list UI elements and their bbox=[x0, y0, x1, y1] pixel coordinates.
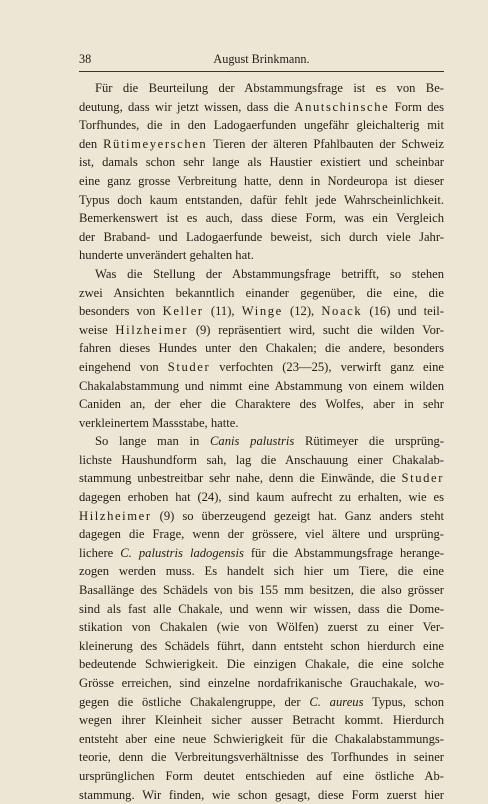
italic-taxon: C. palustris ladogensis bbox=[120, 545, 244, 560]
text-line bbox=[79, 377, 444, 396]
spaced-author-name: Hilzheimer bbox=[115, 322, 189, 337]
text-segment: deutung, dass wir jetzt wissen, dass die bbox=[79, 99, 295, 114]
text-line bbox=[79, 451, 444, 470]
text-segment: stikation von Chakalen (wie von Wölfen) zuerst zu einer Ver- bbox=[79, 620, 444, 635]
text-segment: stammung. Wir finden, wie schon gesagt, diese Form zuerst hier bbox=[79, 787, 444, 802]
body-text bbox=[79, 79, 444, 804]
text-segment: der Braband- und Ladogaerfunde beweist, sich durch viele Jahr- bbox=[79, 229, 444, 244]
text-segment: stammung unbestreitbar sehr nahe, denn die Einwände, die bbox=[79, 471, 402, 486]
text-segment: (16) und teil- bbox=[362, 304, 444, 319]
italic-taxon: Canis palustris bbox=[210, 434, 295, 449]
text-segment: sind als fast alle Chakale, und wenn wir wissen, dass die Dome- bbox=[79, 601, 444, 616]
spaced-author-name: Anutschinsche bbox=[294, 99, 390, 114]
text-line bbox=[79, 246, 444, 265]
text-segment: Typus doch kaum entstanden, dafür fehlt jede Wahrscheinlichkeit. bbox=[79, 192, 444, 207]
spaced-author-name: Keller bbox=[162, 304, 204, 319]
text-segment: eine ganz grosse Verbreitung hatte, denn in Nordeuropa ist dieser bbox=[79, 173, 444, 188]
text-segment: lichere bbox=[79, 545, 121, 560]
text-segment: Für die Beurteilung der Abstammungsfrage ist es von Be- bbox=[95, 81, 444, 95]
text-line bbox=[79, 655, 444, 674]
text-line bbox=[79, 507, 444, 526]
text-line bbox=[79, 135, 444, 154]
text-segment: kleinerung des Schädels führt, dann entsteht schon hierdurch eine bbox=[79, 638, 444, 653]
text-segment: wegen ihrer Kleinheit sicher ausser Betracht kommt. Hierdurch bbox=[79, 713, 444, 728]
text-line bbox=[79, 228, 444, 247]
text-line bbox=[79, 711, 444, 730]
text-line bbox=[79, 581, 444, 600]
text-segment: Basallänge des Schädels von bis 155 mm besitzen, die also grösser bbox=[79, 583, 444, 598]
text-line bbox=[79, 786, 444, 804]
text-segment: lichste Haushundform sah, lag die Anschauung einer Chakalab- bbox=[79, 452, 444, 467]
text-segment: gegen die östliche Chakalengruppe, der bbox=[79, 694, 310, 709]
text-segment: für die Abstammungsfrage herange- bbox=[243, 545, 444, 560]
text-segment: (9) repräsentiert wird, sucht die wilden Vor- bbox=[188, 322, 445, 337]
text-line bbox=[79, 618, 444, 637]
text-segment: Was die Stellung der Abstammungsfrage betrifft, so stehen bbox=[95, 266, 444, 281]
text-segment: Torfhundes, die in den Ladogaerfunden ungefähr gleichalterig mit bbox=[79, 118, 444, 133]
text-segment: Tieren der älteren Pfahlbauten der Schweiz bbox=[207, 136, 444, 151]
text-segment: verkleinertem Massstabe, hatte. bbox=[79, 415, 239, 430]
italic-taxon: C. aureus bbox=[309, 694, 364, 709]
text-line bbox=[79, 525, 444, 544]
text-line bbox=[79, 265, 444, 284]
text-segment: zogen werden muss. Es handelt sich hier um Tiere, die eine bbox=[79, 564, 444, 579]
text-segment: fahren dieses Hundes unter den Chakalen; die andere, besonders bbox=[79, 341, 444, 356]
text-line bbox=[79, 98, 444, 117]
text-segment: Typus, schon bbox=[363, 694, 444, 709]
page-number: 38 bbox=[79, 52, 92, 66]
text-segment: Bemerkenswert ist es auch, dass diese Form, was ein Vergleich bbox=[79, 211, 444, 226]
text-line bbox=[79, 153, 444, 172]
text-segment: zwei Ansichten bekanntlich einander gegenüber, die eine, die bbox=[79, 285, 444, 300]
text-line bbox=[79, 767, 444, 786]
text-line bbox=[79, 562, 444, 581]
text-line bbox=[79, 544, 444, 563]
text-line bbox=[79, 674, 444, 693]
text-segment: (9) so überzeugend gezeigt hat. Ganz anders steht bbox=[151, 508, 444, 523]
text-line bbox=[79, 339, 444, 358]
text-line bbox=[79, 469, 444, 488]
text-segment: den bbox=[79, 136, 104, 151]
text-segment: dagegen die Frage, wenn der grössere, viel ältere und ursprüng- bbox=[79, 527, 444, 542]
text-line bbox=[79, 693, 444, 712]
text-line bbox=[79, 600, 444, 619]
spaced-author-name: Winge bbox=[241, 304, 283, 319]
text-segment: verfochten (23—25), verwirft ganz eine bbox=[210, 359, 444, 374]
text-segment: Chakalabstammung und nimmt eine Abstammung von einem wilden bbox=[79, 378, 444, 393]
spaced-author-name: Studer bbox=[401, 471, 444, 486]
text-line bbox=[79, 637, 444, 656]
text-segment: (12), bbox=[282, 304, 322, 319]
header-rule bbox=[79, 71, 444, 72]
text-segment: Form des bbox=[389, 99, 444, 114]
text-segment: Rütimeyer die ursprüng- bbox=[294, 434, 444, 449]
text-segment: Grösse erreichen, sind einzelne nordafrikanische Grauchakale, wo- bbox=[79, 676, 444, 690]
text-segment: teorie, denn die Verbreitungsverhältnisse des Torfhundes in seiner bbox=[79, 750, 444, 765]
text-line bbox=[79, 172, 444, 191]
text-line bbox=[79, 79, 444, 98]
text-segment: hunderte unverändert gehalten hat. bbox=[79, 248, 254, 263]
text-segment: ist, damals schon sehr lange als Haustier existiert und scheinbar bbox=[79, 155, 444, 170]
text-segment: Caniden an, der eher die Charaktere des Wolfes, aber in sehr bbox=[79, 397, 444, 412]
text-line bbox=[79, 432, 444, 451]
text-line bbox=[79, 191, 444, 210]
text-line bbox=[79, 730, 444, 749]
running-head: August Brinkmann. bbox=[213, 52, 310, 66]
text-line bbox=[79, 302, 444, 321]
text-line bbox=[79, 284, 444, 303]
spaced-author-name: Noack bbox=[321, 304, 363, 319]
spaced-author-name: Rütimeyerschen bbox=[103, 136, 208, 151]
text-segment: (11), bbox=[203, 304, 242, 319]
text-line bbox=[79, 209, 444, 228]
spaced-author-name: Studer bbox=[167, 359, 211, 374]
text-line bbox=[79, 116, 444, 135]
text-line bbox=[79, 414, 444, 433]
text-line bbox=[79, 321, 444, 340]
text-line bbox=[79, 488, 444, 507]
text-segment: besonders von bbox=[79, 304, 163, 319]
text-line bbox=[79, 748, 444, 767]
text-segment: bedeutende Schwierigkeit. Die einzigen Chakale, die eine solche bbox=[79, 657, 444, 672]
text-segment: entsteht aber eine neue Schwierigkeit für die Chakalabstammungs- bbox=[79, 731, 444, 746]
text-line bbox=[79, 395, 444, 414]
page-header bbox=[79, 52, 444, 70]
spaced-author-name: Hilzheimer bbox=[79, 508, 152, 523]
text-segment: weise bbox=[79, 322, 116, 337]
text-segment: eingehend von bbox=[79, 359, 168, 374]
text-segment: ursprünglichen Form deutet entschieden auf eine östliche Ab- bbox=[79, 768, 444, 783]
text-segment: So lange man in bbox=[95, 434, 211, 449]
text-line bbox=[79, 358, 444, 377]
text-segment: dagegen erhoben hat (24), sind kaum aufrecht zu erhalten, wie es bbox=[79, 490, 444, 505]
